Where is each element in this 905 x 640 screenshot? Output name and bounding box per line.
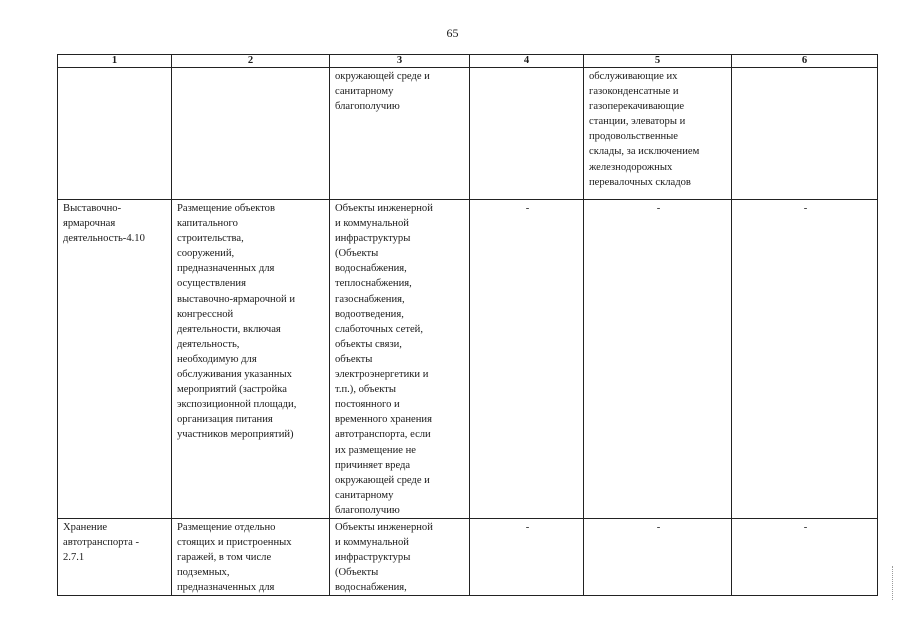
cell-land-use-type: Выставочно- ярмарочная деятельность-4.10: [58, 200, 172, 519]
cell-auxiliary-objects: окружающей среде и санитарному благополучию: [330, 68, 470, 200]
column-header-6: 6: [732, 55, 878, 68]
header-row: [58, 55, 878, 68]
column-header-3: 3: [330, 55, 470, 68]
cell-land-use-type: [58, 68, 172, 200]
cell-col5: -: [584, 518, 732, 595]
column-header-2: 2: [172, 55, 330, 68]
cell-col6: -: [732, 200, 878, 519]
column-header-5: 5: [584, 55, 732, 68]
cell-col4: -: [470, 200, 584, 519]
cell-col6: -: [732, 518, 878, 595]
cell-col5: обслуживающие их газоконденсатные и газоперекачивающие станции, элеваторы и продовольственные склады, за исключением железнодорожных перевалочных складов: [584, 68, 732, 200]
cell-col4: [470, 68, 584, 200]
cell-auxiliary-objects: Объекты инженерной и коммунальной инфраструктуры (Объекты водоснабжения,: [330, 518, 470, 595]
page-number: 65: [446, 26, 459, 40]
table-row: [58, 68, 878, 200]
cell-description: Размещение объектов капитального строительства, сооружений, предназначенных для осуществления выставочно-ярмарочной и конгрессной деятельности, включая деятельность, необходимую для обслуживания указанных мероприятий (застройка экспозиционной площади, организация питания участников мероприятий): [172, 200, 330, 519]
table-row: [58, 200, 878, 519]
cell-description: Размещение отдельно стоящих и пристроенных гаражей, в том числе подземных, предназначенных для: [172, 518, 330, 595]
cell-col5: -: [584, 200, 732, 519]
scan-edge-marks: [892, 566, 899, 600]
column-header-1: 1: [58, 55, 172, 68]
zoning-table: [57, 54, 878, 596]
table-row: [58, 518, 878, 595]
cell-col6: [732, 68, 878, 200]
cell-land-use-type: Хранение автотранспорта - 2.7.1: [58, 518, 172, 595]
cell-auxiliary-objects: Объекты инженерной и коммунальной инфраструктуры (Объекты водоснабжения, теплоснабжения, газоснабжения, водоотведения, слаботочных сетей, объекты связи, объекты электроэнергетики и т.п.), объекты постоянного и временного хранения автотранспорта, если их размещение не причиняет вреда окружающей среде и санитарному благополучию: [330, 200, 470, 519]
column-header-4: 4: [470, 55, 584, 68]
cell-description: [172, 68, 330, 200]
cell-col4: -: [470, 518, 584, 595]
